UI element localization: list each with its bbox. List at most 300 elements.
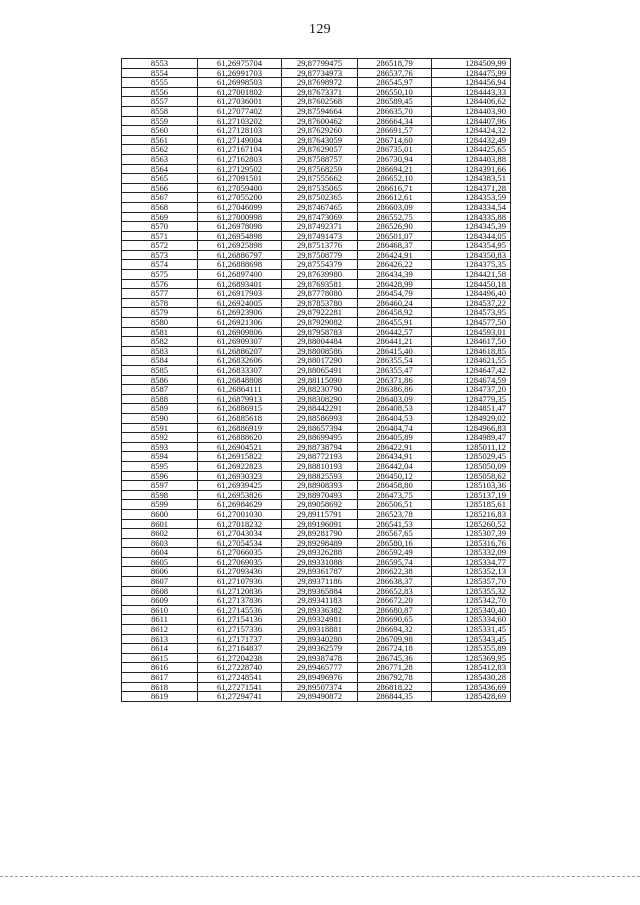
x-coordinate-cell: 286526,90 xyxy=(358,222,432,232)
longitude-cell: 29,87643059 xyxy=(282,135,358,145)
latitude-cell: 61,27167104 xyxy=(198,145,282,155)
table-row xyxy=(122,548,511,558)
point-number-cell: 8615 xyxy=(122,653,198,663)
point-number-cell: 8594 xyxy=(122,452,198,462)
y-coordinate-cell: 1284929,02 xyxy=(432,413,511,423)
point-number-cell: 8588 xyxy=(122,394,198,404)
latitude-cell: 61,26915822 xyxy=(198,452,282,462)
latitude-cell: 61,26975704 xyxy=(198,59,282,69)
y-coordinate-cell: 1284617,50 xyxy=(432,337,511,347)
y-coordinate-cell: 1285369,95 xyxy=(432,653,511,663)
latitude-cell: 61,27120836 xyxy=(198,586,282,596)
x-coordinate-cell: 286714,60 xyxy=(358,135,432,145)
y-coordinate-cell: 1284403,90 xyxy=(432,106,511,116)
longitude-cell: 29,87491473 xyxy=(282,231,358,241)
longitude-cell: 29,87922281 xyxy=(282,308,358,318)
longitude-cell: 29,88008586 xyxy=(282,346,358,356)
point-number-cell: 8564 xyxy=(122,164,198,174)
latitude-cell: 61,26954898 xyxy=(198,231,282,241)
point-number-cell: 8556 xyxy=(122,87,198,97)
x-coordinate-cell: 286442,57 xyxy=(358,327,432,337)
point-number-cell: 8577 xyxy=(122,289,198,299)
point-number-cell: 8603 xyxy=(122,538,198,548)
longitude-cell: 29,87629057 xyxy=(282,145,358,155)
x-coordinate-cell: 286458,92 xyxy=(358,308,432,318)
y-coordinate-cell: 1285103,36 xyxy=(432,481,511,491)
latitude-cell: 61,27107936 xyxy=(198,577,282,587)
y-coordinate-cell: 1284354,95 xyxy=(432,241,511,251)
y-coordinate-cell: 1285355,89 xyxy=(432,644,511,654)
latitude-cell: 61,27162803 xyxy=(198,154,282,164)
table-row xyxy=(122,231,511,241)
point-number-cell: 8612 xyxy=(122,625,198,635)
table-row xyxy=(122,260,511,270)
longitude-cell: 29,87535065 xyxy=(282,183,358,193)
point-number-cell: 8578 xyxy=(122,298,198,308)
y-coordinate-cell: 1284593,01 xyxy=(432,327,511,337)
y-coordinate-cell: 1285332,09 xyxy=(432,548,511,558)
point-number-cell: 8573 xyxy=(122,250,198,260)
point-number-cell: 8591 xyxy=(122,423,198,433)
latitude-cell: 61,27043034 xyxy=(198,529,282,539)
latitude-cell: 61,27294741 xyxy=(198,692,282,702)
table-row xyxy=(122,68,511,78)
longitude-cell: 29,88810193 xyxy=(282,461,358,471)
longitude-cell: 29,87467465 xyxy=(282,202,358,212)
table-row xyxy=(122,634,511,644)
latitude-cell: 61,27145536 xyxy=(198,605,282,615)
page-number: 129 xyxy=(309,22,331,37)
y-coordinate-cell: 1284989,47 xyxy=(432,433,511,443)
y-coordinate-cell: 1285342,70 xyxy=(432,596,511,606)
longitude-cell: 29,88699495 xyxy=(282,433,358,443)
table-row xyxy=(122,126,511,136)
longitude-cell: 29,89371186 xyxy=(282,577,358,587)
point-number-cell: 8554 xyxy=(122,68,198,78)
table-row xyxy=(122,87,511,97)
x-coordinate-cell: 286460,24 xyxy=(358,298,432,308)
latitude-cell: 61,27103202 xyxy=(198,116,282,126)
point-number-cell: 8562 xyxy=(122,145,198,155)
x-coordinate-cell: 286434,39 xyxy=(358,270,432,280)
point-number-cell: 8581 xyxy=(122,327,198,337)
x-coordinate-cell: 286771,28 xyxy=(358,663,432,673)
latitude-cell: 61,26893401 xyxy=(198,279,282,289)
y-coordinate-cell: 1284577,50 xyxy=(432,318,511,328)
y-coordinate-cell: 1284456,94 xyxy=(432,78,511,88)
table-row xyxy=(122,404,511,414)
y-coordinate-cell: 1284421,58 xyxy=(432,270,511,280)
y-coordinate-cell: 1285307,39 xyxy=(432,529,511,539)
longitude-cell: 29,89340280 xyxy=(282,634,358,644)
latitude-cell: 61,26921306 xyxy=(198,318,282,328)
latitude-cell: 61,26978098 xyxy=(198,222,282,232)
point-number-cell: 8595 xyxy=(122,461,198,471)
longitude-cell: 29,87673371 xyxy=(282,87,358,97)
longitude-cell: 29,88586993 xyxy=(282,413,358,423)
point-number-cell: 8609 xyxy=(122,596,198,606)
footer-divider xyxy=(0,876,640,877)
point-number-cell: 8587 xyxy=(122,385,198,395)
point-number-cell: 8593 xyxy=(122,442,198,452)
y-coordinate-cell: 1284424,32 xyxy=(432,126,511,136)
coordinates-table xyxy=(121,58,511,702)
table-row xyxy=(122,605,511,615)
point-number-cell: 8592 xyxy=(122,433,198,443)
x-coordinate-cell: 286355,47 xyxy=(358,366,432,376)
longitude-cell: 29,89281790 xyxy=(282,529,358,539)
longitude-cell: 29,88017290 xyxy=(282,356,358,366)
y-coordinate-cell: 1284406,62 xyxy=(432,97,511,107)
longitude-cell: 29,87492371 xyxy=(282,222,358,232)
point-number-cell: 8619 xyxy=(122,692,198,702)
table-row xyxy=(122,433,511,443)
longitude-cell: 29,87594664 xyxy=(282,106,358,116)
point-number-cell: 8560 xyxy=(122,126,198,136)
x-coordinate-cell: 286552,75 xyxy=(358,212,432,222)
longitude-cell: 29,87555662 xyxy=(282,174,358,184)
y-coordinate-cell: 1285260,52 xyxy=(432,519,511,529)
table-row xyxy=(122,250,511,260)
latitude-cell: 61,26864111 xyxy=(198,385,282,395)
x-coordinate-cell: 286603,09 xyxy=(358,202,432,212)
latitude-cell: 61,26909307 xyxy=(198,337,282,347)
x-coordinate-cell: 286792,78 xyxy=(358,673,432,683)
x-coordinate-cell: 286612,61 xyxy=(358,193,432,203)
point-number-cell: 8604 xyxy=(122,548,198,558)
point-number-cell: 8555 xyxy=(122,78,198,88)
table-row xyxy=(122,289,511,299)
x-coordinate-cell: 286424,91 xyxy=(358,250,432,260)
table-row xyxy=(122,241,511,251)
y-coordinate-cell: 1284509,99 xyxy=(432,59,511,69)
longitude-cell: 29,89387478 xyxy=(282,653,358,663)
latitude-cell: 61,26922823 xyxy=(198,461,282,471)
x-coordinate-cell: 286694,32 xyxy=(358,625,432,635)
y-coordinate-cell: 1285430,28 xyxy=(432,673,511,683)
y-coordinate-cell: 1285334,77 xyxy=(432,557,511,567)
x-coordinate-cell: 286404,74 xyxy=(358,423,432,433)
latitude-cell: 61,27137836 xyxy=(198,596,282,606)
point-number-cell: 8563 xyxy=(122,154,198,164)
x-coordinate-cell: 286589,45 xyxy=(358,97,432,107)
table-row xyxy=(122,193,511,203)
x-coordinate-cell: 286458,80 xyxy=(358,481,432,491)
table-row xyxy=(122,164,511,174)
table-row xyxy=(122,366,511,376)
point-number-cell: 8565 xyxy=(122,174,198,184)
longitude-cell: 29,88115090 xyxy=(282,375,358,385)
point-number-cell: 8569 xyxy=(122,212,198,222)
longitude-cell: 29,88738794 xyxy=(282,442,358,452)
longitude-cell: 29,88004484 xyxy=(282,337,358,347)
point-number-cell: 8558 xyxy=(122,106,198,116)
x-coordinate-cell: 286523,78 xyxy=(358,509,432,519)
point-number-cell: 8570 xyxy=(122,222,198,232)
x-coordinate-cell: 286567,65 xyxy=(358,529,432,539)
x-coordinate-cell: 286580,16 xyxy=(358,538,432,548)
latitude-cell: 61,26991703 xyxy=(198,68,282,78)
point-number-cell: 8605 xyxy=(122,557,198,567)
longitude-cell: 29,89362579 xyxy=(282,644,358,654)
table-row xyxy=(122,567,511,577)
x-coordinate-cell: 286405,89 xyxy=(358,433,432,443)
point-number-cell: 8579 xyxy=(122,308,198,318)
x-coordinate-cell: 286454,79 xyxy=(358,289,432,299)
x-coordinate-cell: 286506,51 xyxy=(358,500,432,510)
point-number-cell: 8618 xyxy=(122,682,198,692)
point-number-cell: 8586 xyxy=(122,375,198,385)
y-coordinate-cell: 1284443,33 xyxy=(432,87,511,97)
table-row xyxy=(122,212,511,222)
longitude-cell: 29,87778080 xyxy=(282,289,358,299)
latitude-cell: 61,27157336 xyxy=(198,625,282,635)
latitude-cell: 61,26909806 xyxy=(198,327,282,337)
table-row xyxy=(122,174,511,184)
point-number-cell: 8616 xyxy=(122,663,198,673)
table-row xyxy=(122,135,511,145)
point-number-cell: 8561 xyxy=(122,135,198,145)
table-row xyxy=(122,116,511,126)
latitude-cell: 61,27077402 xyxy=(198,106,282,116)
x-coordinate-cell: 286844,35 xyxy=(358,692,432,702)
x-coordinate-cell: 286680,87 xyxy=(358,605,432,615)
table-row xyxy=(122,644,511,654)
point-number-cell: 8606 xyxy=(122,567,198,577)
latitude-cell: 61,27046099 xyxy=(198,202,282,212)
y-coordinate-cell: 1285137,19 xyxy=(432,490,511,500)
table-row xyxy=(122,625,511,635)
point-number-cell: 8596 xyxy=(122,471,198,481)
y-coordinate-cell: 1285436,69 xyxy=(432,682,511,692)
x-coordinate-cell: 286818,22 xyxy=(358,682,432,692)
table-row xyxy=(122,183,511,193)
latitude-cell: 61,27128103 xyxy=(198,126,282,136)
y-coordinate-cell: 1284537,22 xyxy=(432,298,511,308)
y-coordinate-cell: 1285050,09 xyxy=(432,461,511,471)
longitude-cell: 29,87734973 xyxy=(282,68,358,78)
latitude-cell: 61,27018232 xyxy=(198,519,282,529)
latitude-cell: 61,27000998 xyxy=(198,212,282,222)
latitude-cell: 61,27066035 xyxy=(198,548,282,558)
latitude-cell: 61,27001802 xyxy=(198,87,282,97)
table-row xyxy=(122,375,511,385)
latitude-cell: 61,26888620 xyxy=(198,433,282,443)
y-coordinate-cell: 1284383,51 xyxy=(432,174,511,184)
longitude-cell: 29,87473069 xyxy=(282,212,358,222)
latitude-cell: 61,26886797 xyxy=(198,250,282,260)
point-number-cell: 8602 xyxy=(122,529,198,539)
longitude-cell: 29,89365884 xyxy=(282,586,358,596)
point-number-cell: 8598 xyxy=(122,490,198,500)
longitude-cell: 29,89298489 xyxy=(282,538,358,548)
y-coordinate-cell: 1284344,05 xyxy=(432,231,511,241)
point-number-cell: 8584 xyxy=(122,356,198,366)
longitude-cell: 29,88308290 xyxy=(282,394,358,404)
y-coordinate-cell: 1284350,83 xyxy=(432,250,511,260)
longitude-cell: 29,89324981 xyxy=(282,615,358,625)
latitude-cell: 61,26848808 xyxy=(198,375,282,385)
x-coordinate-cell: 286518,79 xyxy=(358,59,432,69)
latitude-cell: 61,27055200 xyxy=(198,193,282,203)
x-coordinate-cell: 286730,94 xyxy=(358,154,432,164)
longitude-cell: 29,89496976 xyxy=(282,673,358,683)
x-coordinate-cell: 286408,53 xyxy=(358,404,432,414)
y-coordinate-cell: 1285216,83 xyxy=(432,509,511,519)
table-row xyxy=(122,509,511,519)
table-row xyxy=(122,452,511,462)
table-row xyxy=(122,106,511,116)
x-coordinate-cell: 286745,36 xyxy=(358,653,432,663)
x-coordinate-cell: 286550,10 xyxy=(358,87,432,97)
latitude-cell: 61,26924005 xyxy=(198,298,282,308)
latitude-cell: 61,27248541 xyxy=(198,673,282,683)
latitude-cell: 61,27149004 xyxy=(198,135,282,145)
latitude-cell: 61,26998503 xyxy=(198,78,282,88)
y-coordinate-cell: 1284851,47 xyxy=(432,404,511,414)
longitude-cell: 29,89058692 xyxy=(282,500,358,510)
table-row xyxy=(122,500,511,510)
longitude-cell: 29,87568259 xyxy=(282,164,358,174)
table-row xyxy=(122,577,511,587)
y-coordinate-cell: 1285352,13 xyxy=(432,567,511,577)
latitude-cell: 61,26953826 xyxy=(198,490,282,500)
x-coordinate-cell: 286501,07 xyxy=(358,231,432,241)
point-number-cell: 8580 xyxy=(122,318,198,328)
table-row xyxy=(122,327,511,337)
point-number-cell: 8600 xyxy=(122,509,198,519)
x-coordinate-cell: 286386,86 xyxy=(358,385,432,395)
x-coordinate-cell: 286428,99 xyxy=(358,279,432,289)
table-row xyxy=(122,59,511,69)
latitude-cell: 61,27069035 xyxy=(198,557,282,567)
table-row xyxy=(122,442,511,452)
latitude-cell: 61,26879913 xyxy=(198,394,282,404)
table-row xyxy=(122,413,511,423)
y-coordinate-cell: 1285316,76 xyxy=(432,538,511,548)
point-number-cell: 8585 xyxy=(122,366,198,376)
table-row xyxy=(122,385,511,395)
x-coordinate-cell: 286652,83 xyxy=(358,586,432,596)
y-coordinate-cell: 1285343,45 xyxy=(432,634,511,644)
point-number-cell: 8607 xyxy=(122,577,198,587)
longitude-cell: 29,89336382 xyxy=(282,605,358,615)
latitude-cell: 61,26925898 xyxy=(198,241,282,251)
longitude-cell: 29,87502365 xyxy=(282,193,358,203)
longitude-cell: 29,87929082 xyxy=(282,318,358,328)
x-coordinate-cell: 286371,86 xyxy=(358,375,432,385)
table-row xyxy=(122,529,511,539)
point-number-cell: 8617 xyxy=(122,673,198,683)
table-row xyxy=(122,145,511,155)
x-coordinate-cell: 286595,74 xyxy=(358,557,432,567)
latitude-cell: 61,26897400 xyxy=(198,270,282,280)
longitude-cell: 29,89507374 xyxy=(282,682,358,692)
longitude-cell: 29,87799475 xyxy=(282,59,358,69)
latitude-cell: 61,26886915 xyxy=(198,404,282,414)
latitude-cell: 61,27129502 xyxy=(198,164,282,174)
longitude-cell: 29,87639980 xyxy=(282,270,358,280)
table-row xyxy=(122,519,511,529)
latitude-cell: 61,26833307 xyxy=(198,366,282,376)
y-coordinate-cell: 1285331,45 xyxy=(432,625,511,635)
x-coordinate-cell: 286541,53 xyxy=(358,519,432,529)
latitude-cell: 61,27184837 xyxy=(198,644,282,654)
latitude-cell: 61,27271541 xyxy=(198,682,282,692)
y-coordinate-cell: 1285355,32 xyxy=(432,586,511,596)
x-coordinate-cell: 286434,91 xyxy=(358,452,432,462)
table-row xyxy=(122,423,511,433)
table-row xyxy=(122,154,511,164)
x-coordinate-cell: 286622,38 xyxy=(358,567,432,577)
longitude-cell: 29,88970493 xyxy=(282,490,358,500)
latitude-cell: 61,26832606 xyxy=(198,356,282,366)
point-number-cell: 8567 xyxy=(122,193,198,203)
y-coordinate-cell: 1284375,35 xyxy=(432,260,511,270)
longitude-cell: 29,87600462 xyxy=(282,116,358,126)
longitude-cell: 29,87958783 xyxy=(282,327,358,337)
x-coordinate-cell: 286441,21 xyxy=(358,337,432,347)
x-coordinate-cell: 286426,22 xyxy=(358,260,432,270)
longitude-cell: 29,88230790 xyxy=(282,385,358,395)
x-coordinate-cell: 286415,40 xyxy=(358,346,432,356)
x-coordinate-cell: 286616,71 xyxy=(358,183,432,193)
longitude-cell: 29,88442291 xyxy=(282,404,358,414)
y-coordinate-cell: 1284475,99 xyxy=(432,68,511,78)
y-coordinate-cell: 1285340,40 xyxy=(432,605,511,615)
table-row xyxy=(122,202,511,212)
y-coordinate-cell: 1284334,54 xyxy=(432,202,511,212)
point-number-cell: 8610 xyxy=(122,605,198,615)
table-row xyxy=(122,346,511,356)
point-number-cell: 8566 xyxy=(122,183,198,193)
x-coordinate-cell: 286450,12 xyxy=(358,471,432,481)
latitude-cell: 61,27204238 xyxy=(198,653,282,663)
x-coordinate-cell: 286724,18 xyxy=(358,644,432,654)
longitude-cell: 29,87853780 xyxy=(282,298,358,308)
table-row xyxy=(122,356,511,366)
latitude-cell: 61,26939425 xyxy=(198,481,282,491)
table-row xyxy=(122,538,511,548)
table-row xyxy=(122,318,511,328)
table-row xyxy=(122,471,511,481)
latitude-cell: 61,26923906 xyxy=(198,308,282,318)
y-coordinate-cell: 1284407,96 xyxy=(432,116,511,126)
x-coordinate-cell: 286735,01 xyxy=(358,145,432,155)
coordinates-table-body xyxy=(122,59,511,702)
latitude-cell: 61,27093436 xyxy=(198,567,282,577)
y-coordinate-cell: 1284618,85 xyxy=(432,346,511,356)
point-number-cell: 8583 xyxy=(122,346,198,356)
x-coordinate-cell: 286664,34 xyxy=(358,116,432,126)
point-number-cell: 8568 xyxy=(122,202,198,212)
longitude-cell: 29,88065491 xyxy=(282,366,358,376)
y-coordinate-cell: 1285011,12 xyxy=(432,442,511,452)
latitude-cell: 61,26885618 xyxy=(198,413,282,423)
x-coordinate-cell: 286468,37 xyxy=(358,241,432,251)
x-coordinate-cell: 286672,20 xyxy=(358,596,432,606)
longitude-cell: 29,88657394 xyxy=(282,423,358,433)
y-coordinate-cell: 1284647,42 xyxy=(432,366,511,376)
latitude-cell: 61,26888698 xyxy=(198,260,282,270)
point-number-cell: 8571 xyxy=(122,231,198,241)
table-row xyxy=(122,615,511,625)
table-row xyxy=(122,78,511,88)
latitude-cell: 61,27036001 xyxy=(198,97,282,107)
y-coordinate-cell: 1284450,18 xyxy=(432,279,511,289)
table-row xyxy=(122,461,511,471)
y-coordinate-cell: 1285412,83 xyxy=(432,663,511,673)
